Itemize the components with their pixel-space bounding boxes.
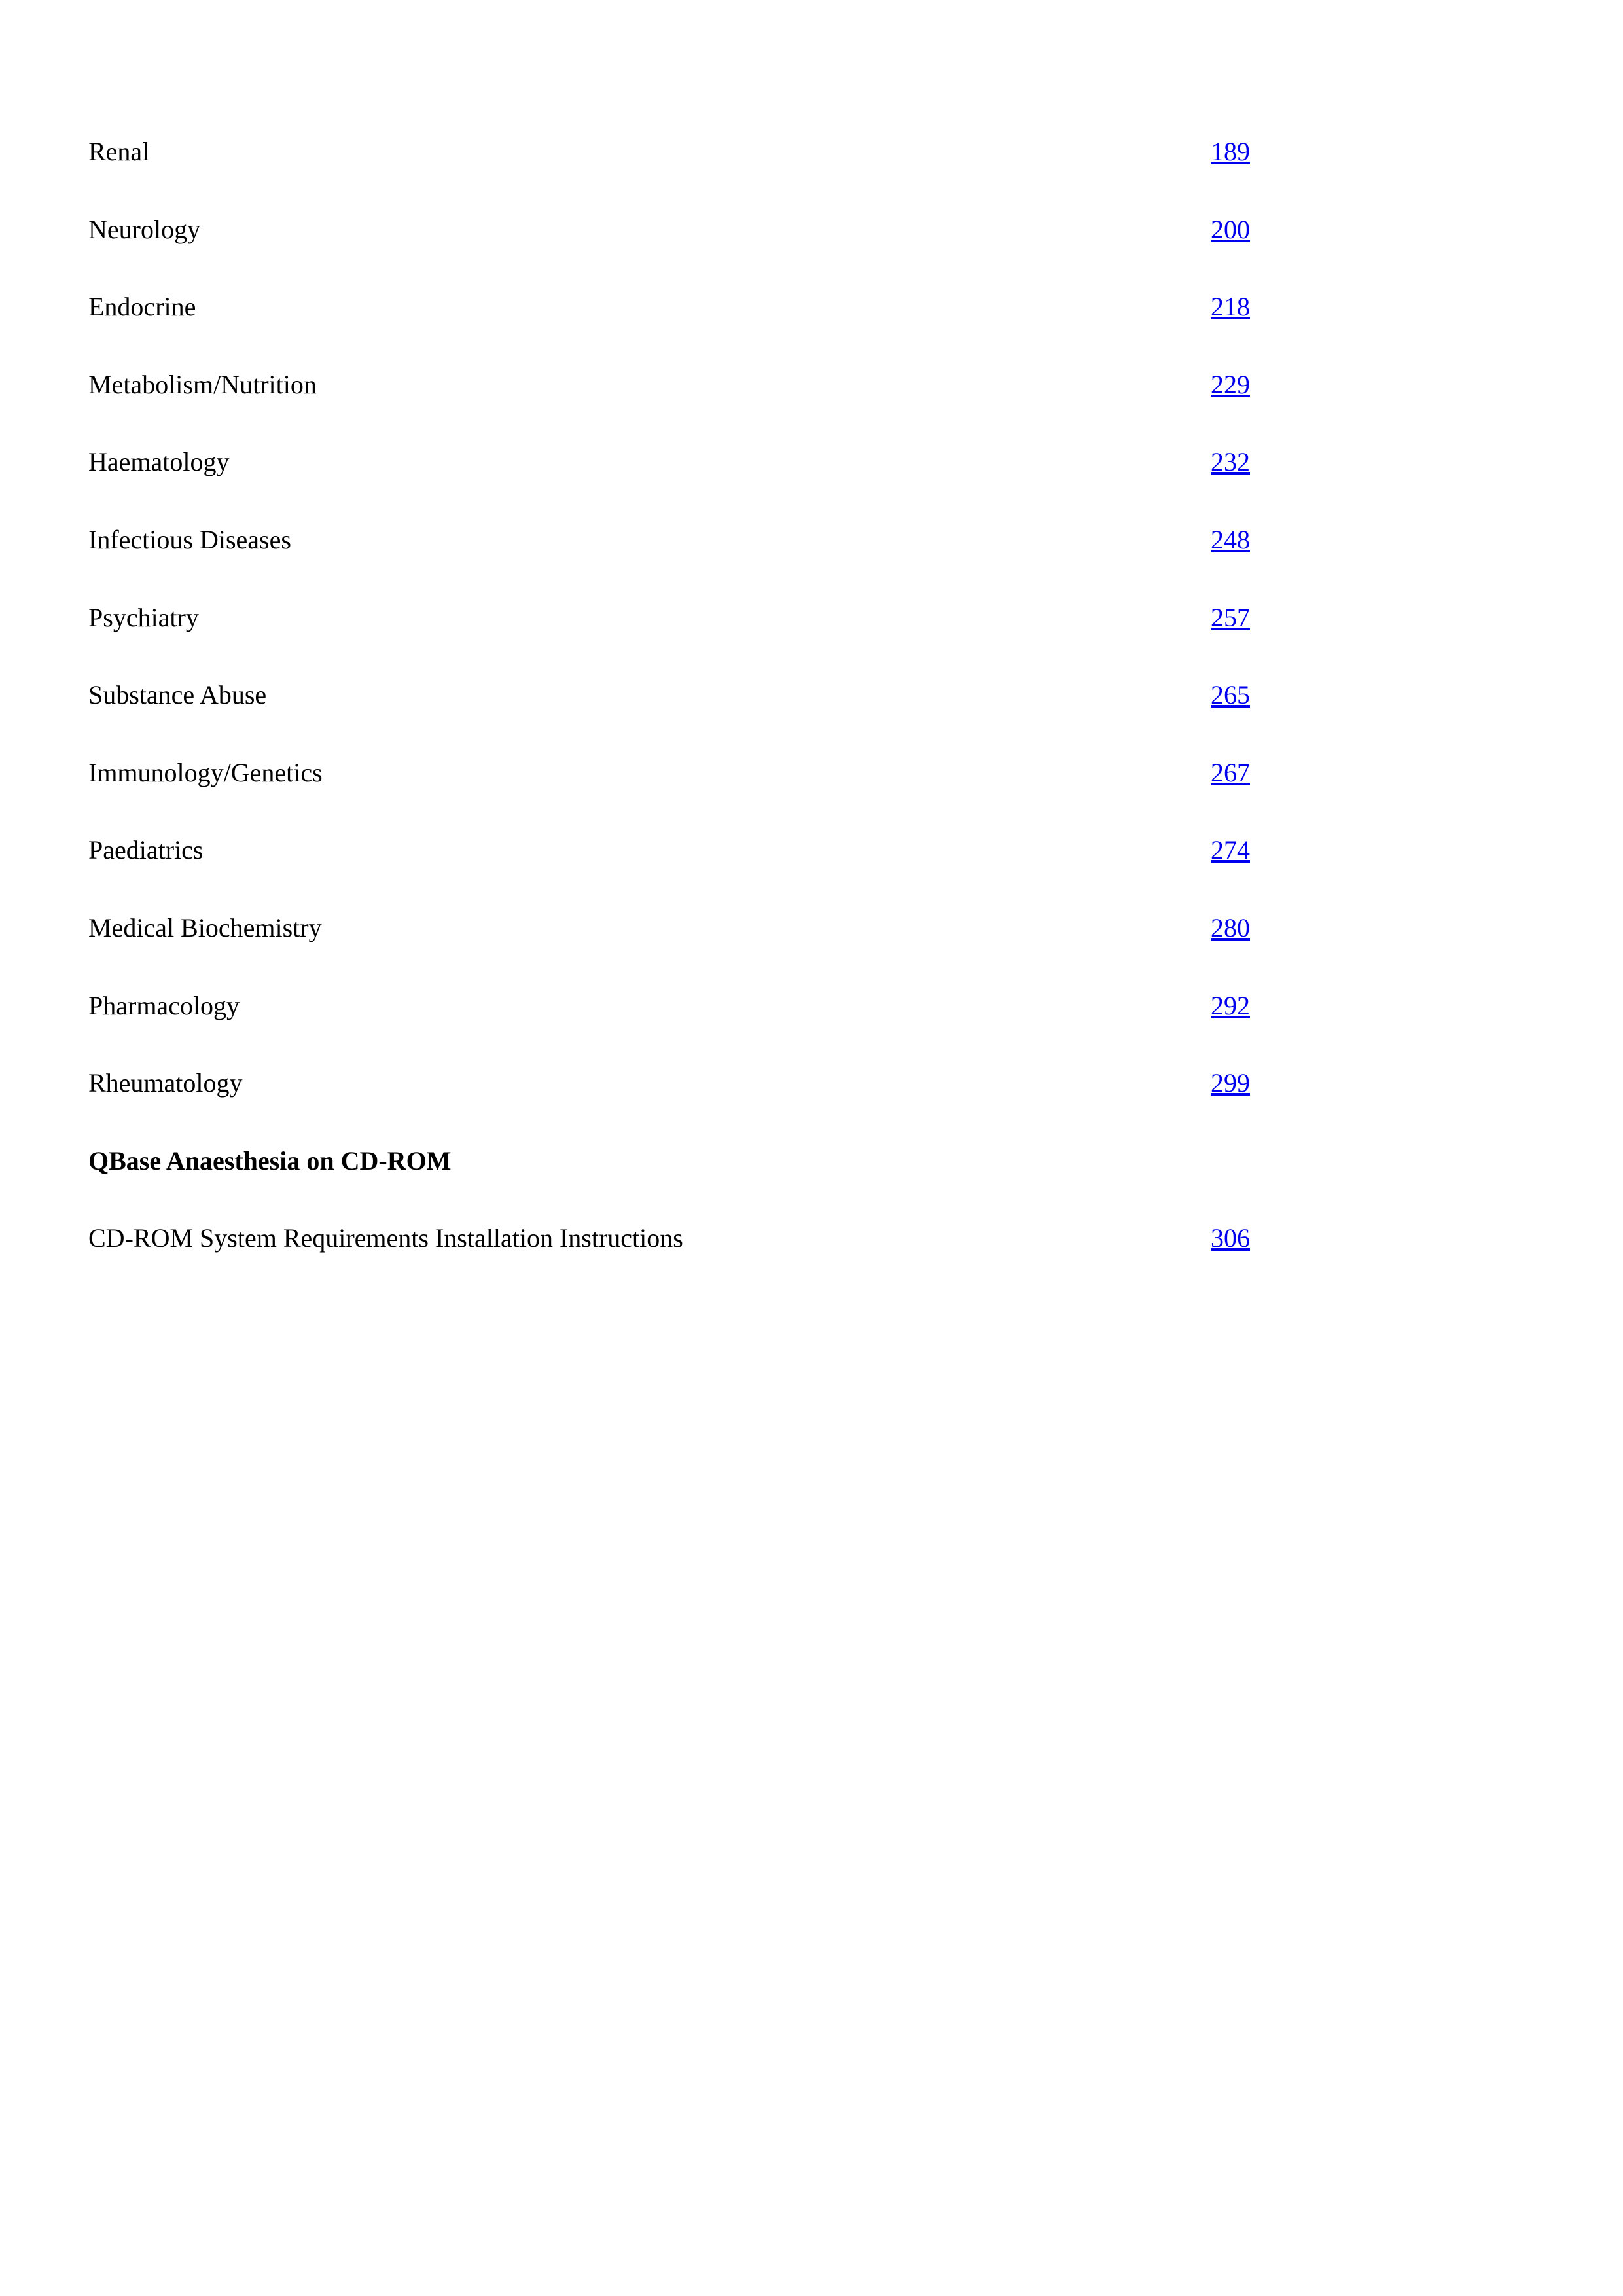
toc-page-link[interactable]: 274 <box>1211 835 1250 865</box>
toc-entry-label: CD-ROM System Requirements Installation Instructions <box>88 1223 683 1253</box>
toc-row-medical-biochemistry <box>88 904 1266 982</box>
toc-page-link[interactable]: 299 <box>1211 1068 1250 1098</box>
toc-entry-label: Haematology <box>88 447 230 477</box>
toc-entry-label: Rheumatology <box>88 1068 243 1098</box>
toc-entry-label: Infectious Diseases <box>88 524 291 554</box>
toc-page-link[interactable]: 292 <box>1211 990 1250 1020</box>
toc-page-link[interactable]: 189 <box>1211 137 1250 166</box>
toc-row-endocrine <box>88 283 1266 361</box>
toc-row-substance-abuse <box>88 671 1266 749</box>
toc-section-heading: QBase Anaesthesia on CD-ROM <box>88 1145 452 1175</box>
toc-row-neurology <box>88 206 1266 283</box>
toc-entry-label: Psychiatry <box>88 602 199 632</box>
toc-row-infectious-diseases <box>88 516 1266 594</box>
toc-page-link[interactable]: 267 <box>1211 757 1250 787</box>
toc-row-rheumatology <box>88 1059 1266 1137</box>
toc-page-link[interactable]: 218 <box>1211 292 1250 322</box>
toc-entry-label: Substance Abuse <box>88 680 267 710</box>
toc-entry-label: Paediatrics <box>88 835 204 865</box>
toc-entry-label: Endocrine <box>88 292 196 322</box>
toc-page-link[interactable]: 229 <box>1211 369 1250 399</box>
toc-entry-label: Neurology <box>88 214 201 244</box>
toc-row-renal <box>88 128 1266 206</box>
toc-row-pharmacology <box>88 982 1266 1060</box>
toc-row-haematology <box>88 438 1266 516</box>
toc-page-link[interactable]: 280 <box>1211 912 1250 942</box>
toc-entry-label: Pharmacology <box>88 990 240 1020</box>
toc-entry-label: Immunology/Genetics <box>88 757 323 787</box>
toc-entry-label: Metabolism/Nutrition <box>88 369 317 399</box>
toc-page-link[interactable]: 232 <box>1211 447 1250 477</box>
toc-page-link[interactable]: 306 <box>1211 1223 1250 1253</box>
toc-entry-label: Medical Biochemistry <box>88 912 322 942</box>
toc-row-immunology-genetics <box>88 749 1266 827</box>
toc-page-link[interactable]: 257 <box>1211 602 1250 632</box>
toc-row-cd-rom-requirements <box>88 1214 1266 1292</box>
toc-page-link[interactable]: 248 <box>1211 524 1250 554</box>
toc-page-link[interactable]: 265 <box>1211 680 1250 710</box>
toc-section-heading-row <box>88 1137 1266 1215</box>
toc-entry-label: Renal <box>88 137 150 166</box>
toc-row-metabolism-nutrition <box>88 361 1266 439</box>
toc-row-psychiatry <box>88 594 1266 672</box>
toc-page-link[interactable]: 200 <box>1211 214 1250 244</box>
toc-row-paediatrics <box>88 826 1266 904</box>
table-of-contents <box>88 128 1266 1292</box>
